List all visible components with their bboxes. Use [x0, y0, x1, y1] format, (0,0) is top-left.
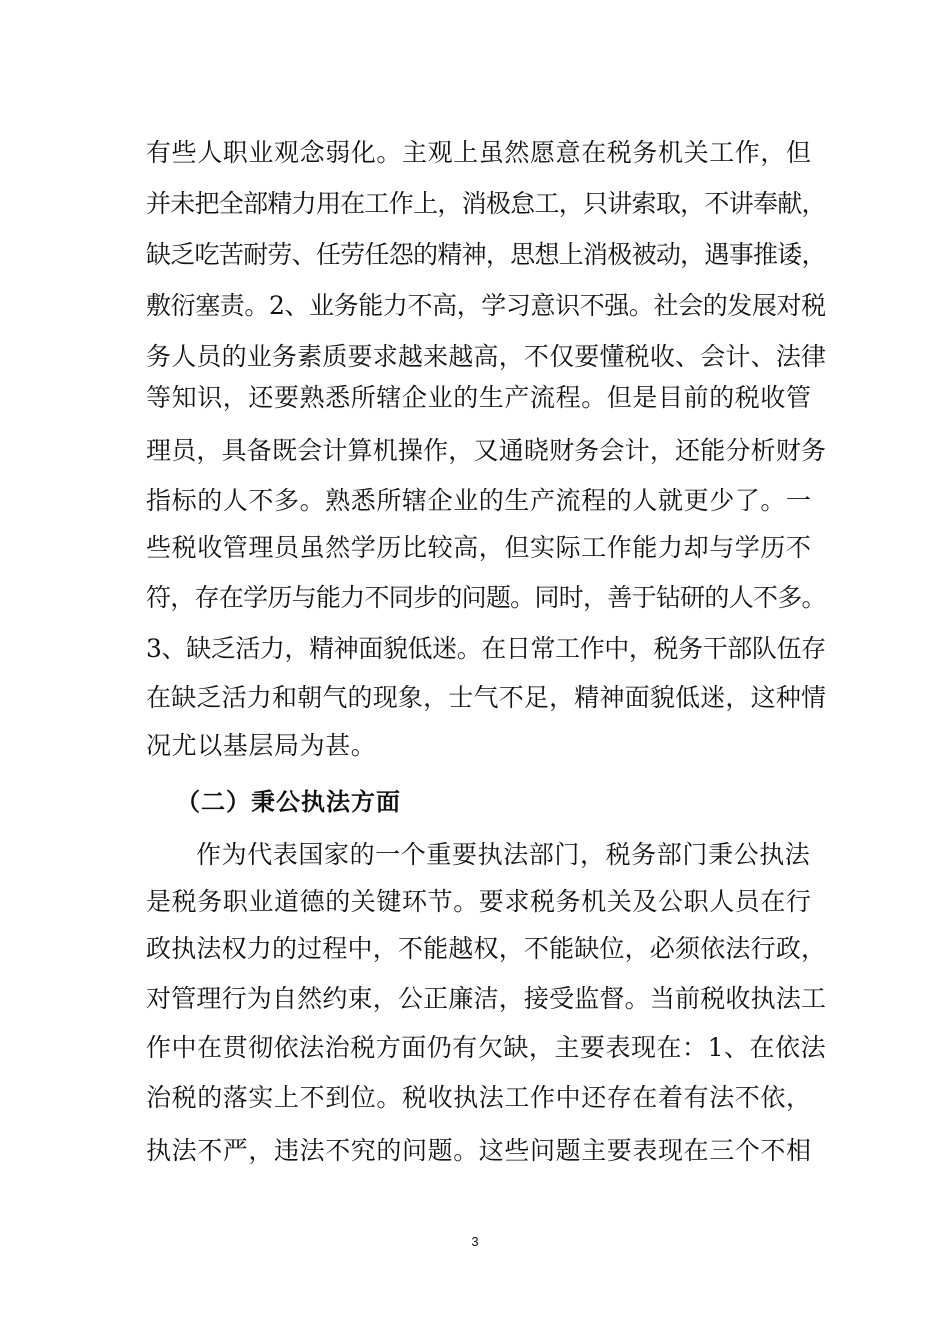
paragraph-line: 况尤以基层局为甚。 [146, 731, 377, 760]
page-number: 3 [471, 1234, 479, 1249]
paragraph-line: 作为代表国家的一个重要执法部门，税务部门秉公执法 [196, 840, 811, 869]
paragraph-line: 政执法权力的过程中，不能越权，不能缺位，必须依法行政， [146, 934, 827, 963]
paragraph-line: 务人员的业务素质要求越来越高，不仅要懂税收、会计、法律 [146, 342, 827, 371]
paragraph-line: 等知识，还要熟悉所辖企业的生产流程。但是目前的税收管 [146, 383, 812, 412]
paragraph-line: 符，存在学历与能力不同步的问题。同时，善于钻研的人不多。 [146, 583, 826, 612]
paragraph-line: 治税的落实上不到位。税收执法工作中还存在着有法不依， [146, 1083, 812, 1112]
paragraph-line: 对管理行为自然约束，公正廉洁，接受监督。当前税收执法工 [146, 984, 827, 1013]
paragraph-line: 理员，具备既会计算机操作，又通晓财务会计，还能分析财务 [146, 436, 827, 465]
paragraph-line: 是税务职业道德的关键环节。要求税务机关及公职人员在行 [146, 887, 812, 916]
paragraph-line: 作中在贯彻依法治税方面仍有欠缺，主要表现在：1、在依法 [146, 1033, 827, 1062]
paragraph-line: 些税收管理员虽然学历比较高，但实际工作能力却与学历不 [146, 533, 812, 562]
section-heading: （二）秉公执法方面 [176, 788, 401, 816]
paragraph-line: 并未把全部精力用在工作上，消极怠工，只讲索取，不讲奉献， [146, 189, 826, 218]
paragraph-line: 在缺乏活力和朝气的现象，士气不足，精神面貌低迷，这种情 [146, 683, 827, 712]
paragraph-line: 敷衍塞责。2、业务能力不高，学习意识不强。社会的发展对税 [146, 291, 826, 320]
paragraph-line: 缺乏吃苦耐劳、任劳任怨的精神，思想上消极被动，遇事推诿， [146, 240, 826, 269]
paragraph-line: 3、缺乏活力，精神面貌低迷。在日常工作中，税务干部队伍存 [146, 634, 826, 663]
paragraph-line: 执法不严，违法不究的问题。这些问题主要表现在三个不相 [146, 1136, 812, 1165]
paragraph-line: 有些人职业观念弱化。主观上虽然愿意在税务机关工作，但 [146, 138, 812, 167]
paragraph-line: 指标的人不多。熟悉所辖企业的生产流程的人就更少了。一 [146, 486, 812, 515]
